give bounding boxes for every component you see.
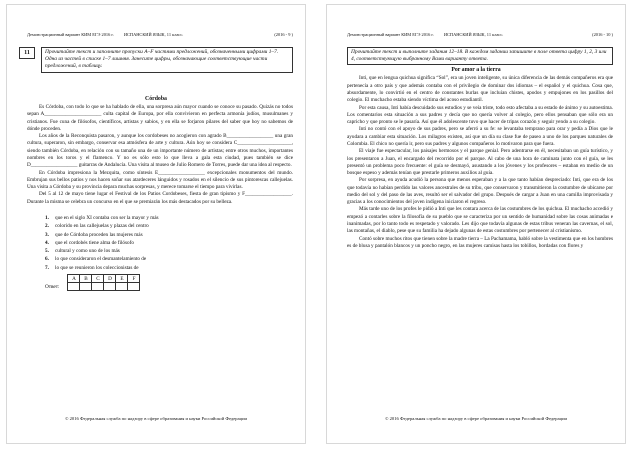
list-item: [45, 255, 293, 263]
header-subject: ИСПАНСКИЙ ЯЗЫК, 11 класс.: [123, 32, 184, 37]
text-paragraph: El viaje fue espectacular, los paisajes hermosos y el parque genial. Pero adentrarse en él, necesitaban un guía turístico, y los presentaron a Juan, el encargado del recorrido por el parque. Al cabo de una hora de caminata junto con el guía, se les presentó un problema poco frecuente: el guía se desmayó, asustando a los jóvenes y los profesores – estaban en medio de un bosque espeso y además tenían que prestarle primeros auxilios al guía.: [347, 148, 613, 177]
text-paragraph: Por esta causa, Inti había descuidado sus estudios y se veía triste, todo esto afectaba a su estado de ánimo y su autoestima. Los comentarios esta situación a sus padres y decía que no quería volver al colegio, pero ellos pensaban que sólo era un capricho y que pronto se le pasaría. Así que él adolescente tuvo que hacer de tripas corazón y seguir yendo a su colegio.: [347, 104, 613, 126]
header-exam-title: Демонстрационный вариант КИМ ЕГЭ 2016 г.: [347, 32, 434, 37]
answer-letter: B: [80, 275, 92, 283]
text-paragraph: Contó sobre muchos ritos que tienen sobre la madre tierra – La Pachamama, habló sobre la vestimenta que en los hombres es de blusa y pantalón blancos y un poncho negro, en las mujeres camisas hasta los tobillos, bordadas con flores y: [347, 235, 613, 249]
task-instruction-text: Прочитайте текст и заполните пропуски A–F частями предложений, обозначенными цифрами 1–7. Одна из частей в списке 1–7 лишняя. Занесите цифры, обозначающие соответствующие части предложений, в таблицу.: [41, 47, 293, 73]
answer-area: [45, 274, 293, 291]
text-paragraph: Más tarde uno de los profes le pidió a Inti que les contara acerca de las costumbres de los quichua. El muchacho accedió y empezó a contarles sobre la filosofía de su pueblo que se caracteriza por un sentido de humanidad sobre las cosas animadas e inanimadas, por lo tanto todo es respetado y valorado. Les dijo que todavía algunas de estas tribus veneran las cavernas, el sol, las montañas, el diablo, pese que su familia ha dejado algunas de estas costumbres por pertenecer al cristianismo.: [347, 206, 613, 235]
list-item: [45, 222, 293, 230]
option-number: 7.: [45, 264, 49, 271]
answer-cell[interactable]: [68, 283, 80, 291]
option-number: 1.: [45, 214, 49, 221]
answer-cell[interactable]: [80, 283, 92, 291]
option-number: 5.: [45, 248, 49, 255]
answer-letter: D: [104, 275, 116, 283]
text-paragraph: Del 5 al 12 de mayo tiene lugar el Festival de los Patios Cordobeses, fiesta de gran tipismo y F__________________. Durante la misma se celebra un concurso en el que se premiarán los más destacados por su belleza.: [27, 191, 293, 205]
option-text: cultural y como uno de los más: [55, 248, 120, 255]
option-text: que el cordobés tiene alma de filósofo: [55, 239, 134, 246]
sentence-parts-list: [45, 214, 293, 272]
option-number: 2.: [45, 223, 49, 230]
option-text: colorido en las callejuelas y plazas del centro: [55, 223, 149, 230]
text-title: Por amor a la tierra: [451, 67, 501, 74]
task-instruction-text: Прочитайте текст и выполните задания 12–18. В каждом задании запишите в поле ответа цифру 1, 2, 3 или 4, соответствующую выбранному Вами варианту ответа.: [347, 47, 613, 65]
answer-table: [67, 274, 140, 291]
text-paragraph: Por sorpresa, en ayuda acudió la persona que menos esperaban y a la que tanto habían despreciado: Inti, que era de los que todavía no habían perdido las valores ancestrales de su tribu, que conservaron y transmitieron la costumbre de ubicarse por medio del sol y del paso de las aves, resultó ser el salvador del grupo. Después de cargar a Juan en una camilla improvisada y gracias a los conocimientos del joven indígena iniciaron el regreso.: [347, 177, 613, 206]
list-item: [45, 231, 293, 239]
right-page: [326, 4, 626, 444]
header-exam-title: Демонстрационный вариант КИМ ЕГЭ 2016 г.: [27, 32, 114, 37]
list-item: [45, 264, 293, 272]
page-header: [27, 32, 293, 37]
page-header: [347, 32, 613, 37]
list-item: [45, 239, 293, 247]
list-item: [45, 247, 293, 255]
answer-cell[interactable]: [116, 283, 128, 291]
text-paragraph: En Córdoba impresiona la Mezquita, como síntesis E__________________ excepcionales monumentos del mundo. Embrujan sus bellos patios y nos hacen soñar sus atardeceres lánguidos y rosados en el silencio de sus pintorescas callejuelas. Una visita a Córdoba y su provincia depara muchas sorpresas, y merece tomarse el tiempo para vivirlas.: [27, 169, 293, 191]
text-paragraph: Es Córdoba, con todo lo que se ha hablado de ella, una sorpresa aún mayor cuando se conoce su pasado. Quizás no todos sepan A______________________ culta capital de Europa, por ella convivieron en perfecta armonía judíos, musulmanes y cristianos. Fue cuna de filósofos, científicos, artistas y sabios, y en ella se forjaron pilares del saber que hoy no sabemos de dónde proceden.: [27, 104, 293, 132]
option-text: lo que se reunieron los coleccionistas de: [55, 264, 139, 271]
answer-letter: F: [128, 275, 140, 283]
text-title: Córdoba: [145, 96, 167, 102]
option-text: lo que consideraron el desmantelamiento de: [55, 256, 147, 263]
task-11-instructions: [19, 47, 293, 94]
header-subject: ИСПАНСКИЙ ЯЗЫК, 11 класс.: [443, 32, 504, 37]
answer-cell[interactable]: [128, 283, 140, 291]
answer-cell[interactable]: [92, 283, 104, 291]
text-paragraph: Inti no contó con el apoyo de sus padres, pero se aferró a su fe: se levantaba temprano para orar y pedía a Dios que le ayudara a cambiar esta situación. Los milagros existen, así que un día su clase fue de paseo a uno de los parques naturales de Colombia. El chico no quería ir, pero sus padres y algunos compañeros lo motivaron para que fuera.: [347, 126, 613, 147]
text-paragraph: Los años de la Reconquista pasaron, y aunque los cordobeses no acogieron con agrado B__________________ una gran cultura, superaron, sin embargo, conservar esa atmósfera de arte y cultura. Aún hoy se considera C_____________________, siendo también Córdoba, en relación con su tamaño una de un importante número de artistas; entre otros muchos, importantes nombres en los toros y el flamenco. Y no es sólo esto lo que lleva a gala esta ciudad, pues también se dice D__________________ guitarras de Andalucía. Una visita al museo de Julio Romero de Torres, puede dar una idea al respecto.: [27, 133, 293, 169]
answer-letter: A: [68, 275, 80, 283]
option-text: que de Córdoba proceden las mujeres más: [55, 231, 143, 238]
answer-label: Ответ:: [45, 284, 60, 291]
header-page-code: (2016 - 10 ): [592, 32, 613, 37]
answer-cell[interactable]: [104, 283, 116, 291]
list-item: [45, 214, 293, 222]
reading-text: [347, 75, 613, 250]
option-number: 3.: [45, 231, 49, 238]
answer-letter: E: [116, 275, 128, 283]
header-page-code: (2016 - 9 ): [274, 32, 293, 37]
answer-letter: C: [92, 275, 104, 283]
text-paragraph: Inti, que en lengua quichua significa “Sol”, era un joven inteligente, su única diferencia de las demás compañeros era que pertenecía a otro país y que además contaba con el privilegio de dominar dos idiomas – el español y el quichua. Cosa que, absurdamente, lo convirtió en el centro de constantes burlas que incluían chistes, apodos y empujones en los pasillos del colegio. El muchacho estaba siendo víctima del acoso estudiantil.: [347, 75, 613, 104]
reading-text: [27, 104, 293, 206]
page-footer: © 2016 Федеральная служба по надзору в сфере образования и науки Российской Федерации: [384, 416, 568, 421]
option-text: que en el siglo XI contaba con ser la mayor y más: [55, 214, 159, 221]
page-footer: © 2016 Федеральная служба по надзору в сфере образования и науки Российской Федерации: [64, 416, 248, 421]
task-number: 11: [19, 47, 35, 59]
option-number: 6.: [45, 256, 49, 263]
option-number: 4.: [45, 239, 49, 246]
left-page: [6, 4, 306, 444]
